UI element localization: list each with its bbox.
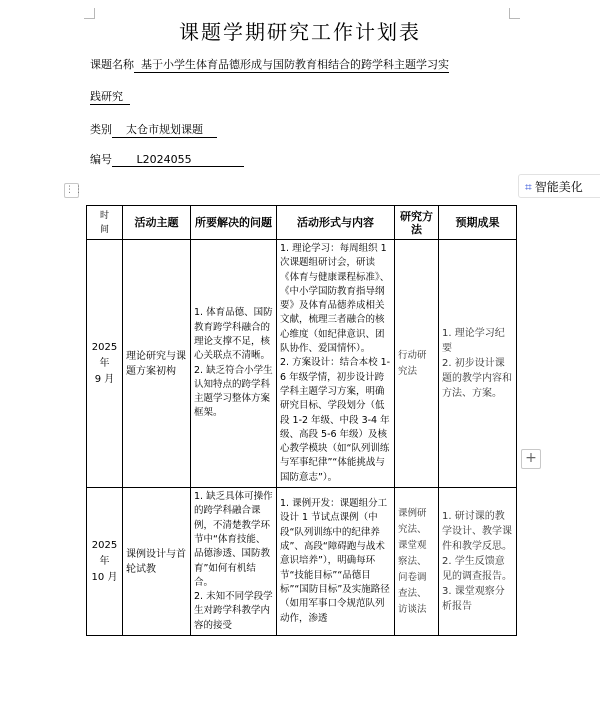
table-row xyxy=(87,240,517,488)
add-row-icon[interactable]: + xyxy=(521,449,541,469)
table-header-row xyxy=(87,206,517,240)
project-name-value-line2: 践研究 xyxy=(90,90,130,103)
beautify-icon: ⌗ xyxy=(525,180,532,194)
row1-method: 行动研究法 xyxy=(395,240,439,488)
category-field xyxy=(90,121,217,138)
smart-beautify-label: 智能美化 xyxy=(534,180,583,194)
row1-result: 1. 理论学习纪要 2. 初步设计课题的教学内容和方法、方案。 xyxy=(439,240,517,488)
table-row xyxy=(87,488,517,636)
header-theme: 活动主题 xyxy=(123,206,191,240)
row2-theme: 课例设计与首轮试教 xyxy=(123,488,191,636)
category-label: 类别 xyxy=(90,123,112,136)
row2-method: 课例研究法、 课堂观察法、 问卷调查法、 访谈法 xyxy=(395,488,439,636)
number-value: L2024055 xyxy=(112,153,245,166)
row2-result: 1. 研讨课的教学设计、教学课件和教学反思。 2. 学生反馈意见的调查报告。 3. 课堂观察分析报告 xyxy=(439,488,517,636)
row1-theme: 理论研究与课题方案初构 xyxy=(123,240,191,488)
number-label: 编号 xyxy=(90,153,112,166)
row1-form: 1. 理论学习：每周组织 1 次课题组研讨会，研读《体育与健康课程标准》、《中小学国防教育指导纲要》及体育品德养成相关文献，梳理三者融合的核心维度（如纪律意识、团队协作、爱国情怀）。 2. 方案设计：结合本校 1-6 年级学情，初步设计跨学科主题学习方案，明确研究目标、学段划分（低段 1-2 年级、中段 3-4 年级、高段 5-6 年级）及核心教学模块（如“队列训练与军事纪律”“体能挑战与国防意志”）。 xyxy=(277,240,395,488)
project-name-value-line1: 基于小学生体育品德形成与国防教育相结合的跨学科主题学习实 xyxy=(134,58,449,71)
header-time: 时 间 xyxy=(87,206,123,240)
category-value: 太仓市规划课题 xyxy=(112,123,217,136)
row2-problem: 1. 缺乏具体可操作的跨学科融合课例，不清楚教学环节中“体育技能、品德渗透、国防教育”如何有机结合。 2. 未知不同学段学生对跨学科教学内容的接受 xyxy=(191,488,277,636)
document-title: 课题学期研究工作计划表 xyxy=(179,20,421,44)
smart-beautify-button[interactable] xyxy=(518,174,600,198)
header-method: 研究方法 xyxy=(395,206,439,240)
row2-form: 1. 课例开发：课题组分工设计 1 节试点课例（中段“队列训练中的纪律养成”、高段“障碍跑与战术意识培养”），明确每环节“技能目标”“品德目标”“国防目标”及实施路径（如用军事口令规范队列动作，渗透 xyxy=(277,488,395,636)
number-field xyxy=(90,151,244,167)
project-name-continued xyxy=(90,88,130,105)
research-plan-table xyxy=(86,205,517,636)
row1-time: 2025 年 9 月 xyxy=(87,240,123,488)
project-name-label: 课题名称 xyxy=(90,58,134,71)
row1-problem: 1. 体育品德、国防教育跨学科融合的理论支撑不足，核心关联点不清晰。 2. 缺乏符合小学生认知特点的跨学科主题学习整体方案框架。 xyxy=(191,240,277,488)
table-move-handle-icon[interactable]: ⋮⋮ xyxy=(64,183,79,198)
header-problem: 所要解决的问题 xyxy=(191,206,277,240)
project-name-field xyxy=(90,56,449,73)
header-form: 活动形式与内容 xyxy=(277,206,395,240)
header-result: 预期成果 xyxy=(439,206,517,240)
row2-time: 2025 年 10 月 xyxy=(87,488,123,636)
